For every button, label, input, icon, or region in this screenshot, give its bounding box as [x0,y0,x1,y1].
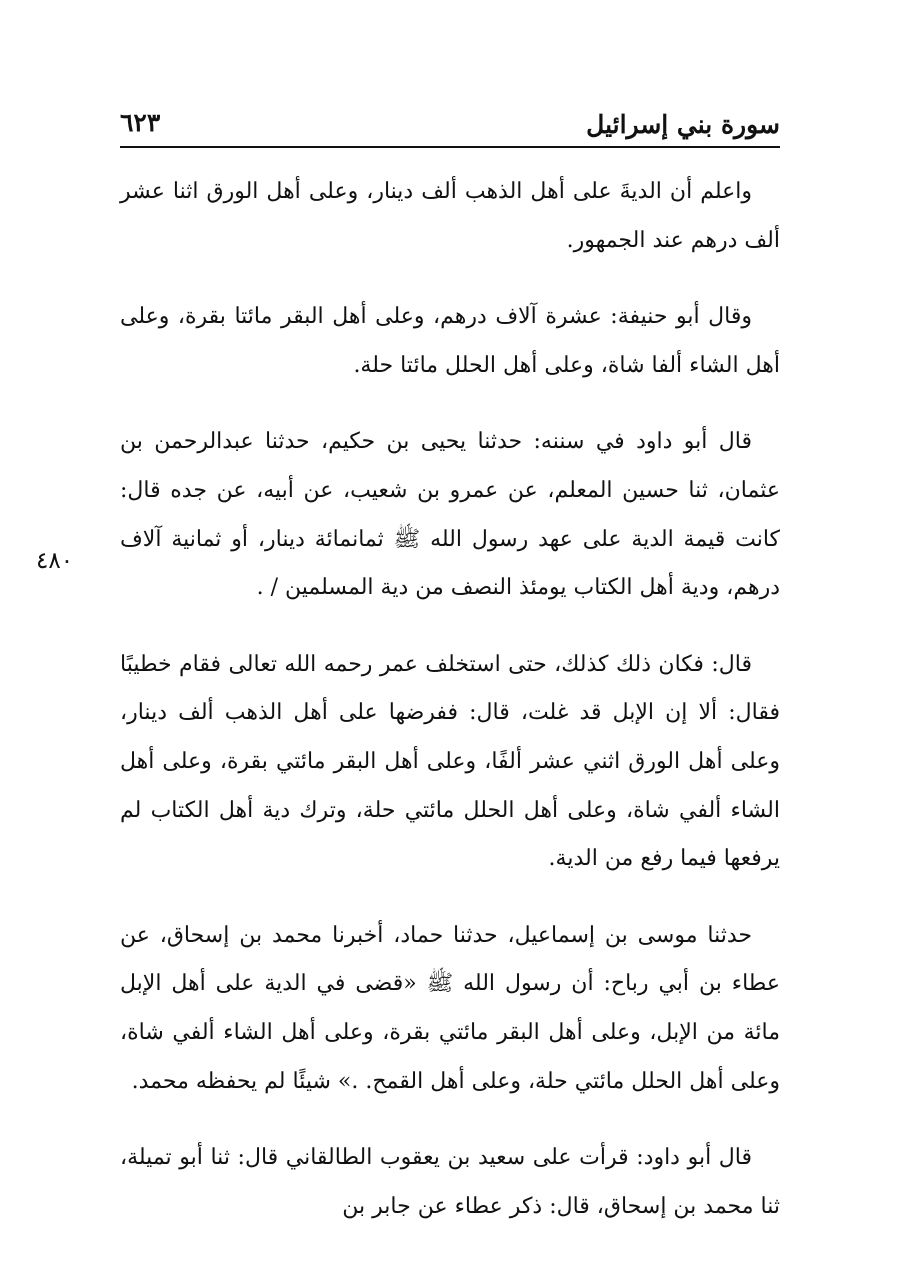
paragraph-1: واعلم أن الديةَ على أهل الذهب ألف دينار، وعلى أهل الورق اثنا عشر ألف درهم عند الجمهور. [120,179,780,253]
running-header [120,100,780,148]
paragraph-5: حدثنا موسى بن إسماعيل، حدثنا حماد، أخبرنا محمد بن إسحاق، عن عطاء بن أبي رباح: أن رسول الله ﷺ «قضى في الدية على أهل الإبل مائة من الإبل، وعلى أهل البقر مائتي بقرة، وعلى أهل الشاء ألفي شاة، وعلى أهل الحلل مائتي حلة، وعلى أهل القمح. .» شيئًا لم يحفظه محمد. [120,922,780,1094]
body-text [120,168,780,1231]
paragraph-3: قال أبو داود في سننه: حدثنا يحيى بن حكيم، حدثنا عبدالرحمن بن عثمان، ثنا حسين المعلم، عن عمرو بن شعيب، عن أبيه، عن جده قال: كانت قيمة الدية على عهد رسول الله ﷺ ثمانمائة دينار، أو ثمانية آلاف درهم، ودية أهل الكتاب يومئذ النصف من دية المسلمين / . [120,429,780,601]
paragraph-6: قال أبو داود: قرأت على سعيد بن يعقوب الطالقاني قال: ثنا أبو تميلة، ثنا محمد بن إسحاق، قال: ذكر عطاء عن جابر بن [120,1145,780,1219]
paragraph-2: وقال أبو حنيفة: عشرة آلاف درهم، وعلى أهل البقر مائتا بقرة، وعلى أهل الشاء ألفا شاة، وعلى أهل الحلل مائتا حلة. [120,304,780,378]
surah-title: سورة بني إسرائيل [586,110,780,139]
margin-page-reference: ٤٨٠ [36,548,74,574]
header-rule [120,146,780,148]
paragraph-4: قال: فكان ذلك كذلك، حتى استخلف عمر رحمه الله تعالى فقام خطيبًا فقال: ألا إن الإبل قد غلت، قال: ففرضها على أهل الذهب ألف دينار، وعلى أهل الورق اثني عشر ألفًا، وعلى أهل البقر مائتي بقرة، وعلى أهل الشاء ألفي شاة، وعلى أهل الحلل مائتي حلة، وترك دية أهل الكتاب لم يرفعها فيما رفع من الدية. [120,651,780,872]
page-number: ٦٢٣ [120,108,161,137]
